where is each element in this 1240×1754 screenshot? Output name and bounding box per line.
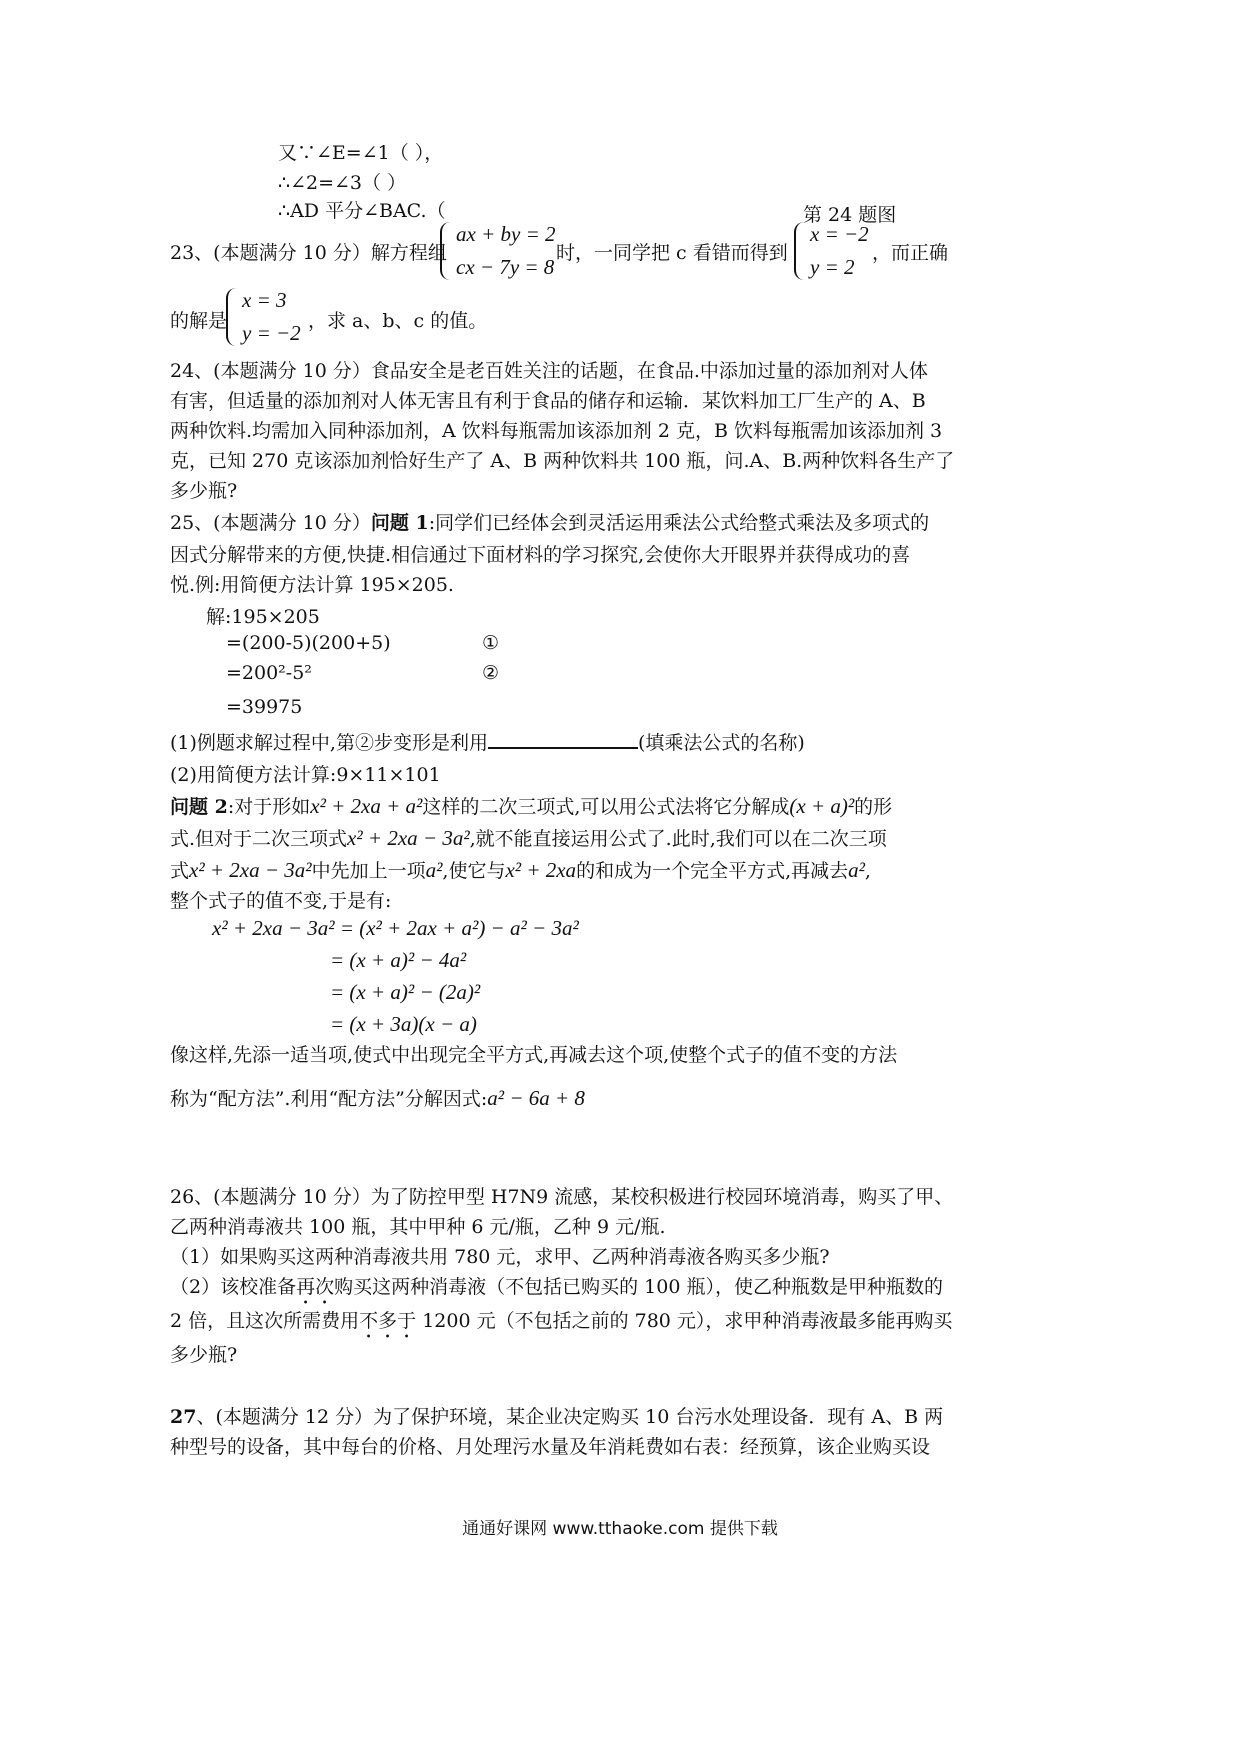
q25-line-3: 悦.例:用简便方法计算 195×205. [170, 574, 454, 596]
text: ,就不能直接运用公式了.此时,我们可以在二次三项 [469, 828, 887, 850]
text: ,使它与 [442, 860, 506, 882]
q24-line-5: 多少瓶? [170, 480, 238, 502]
step-marker-1: ① [482, 632, 500, 654]
math-expr: (x + a)² [789, 794, 855, 818]
text: 1200 元（不包括之前的 780 元），求甲种消毒液最多能再购买 [416, 1310, 953, 1332]
math-expr: x² + 2xa + a² [310, 794, 423, 818]
q26-line-4 [170, 1306, 952, 1343]
sub1-suffix: (填乘法公式的名称) [637, 732, 805, 754]
math-expr: a² [848, 858, 865, 882]
brace [226, 288, 240, 346]
text: 式.但对于二次三项式 [170, 828, 348, 850]
derivation-step-2: = (x + a)² − 4a² [330, 948, 467, 972]
q24-line-2: 有害，但适量的添加剂对人体无害且有利于食品的储存和运输．某饮料加工厂生产的 A、B [170, 390, 926, 412]
problem-2-line-1 [170, 792, 892, 819]
solution-step-3: =200²-5² [226, 662, 312, 684]
text: 的形 [854, 796, 893, 818]
sub1-prefix: (1)例题求解过程中,第②步变形是利用 [170, 732, 488, 754]
problem-2-line-2 [170, 824, 887, 851]
q22-reason-line-3: ∴AD 平分∠BAC.（ [278, 200, 446, 222]
q26-sub-1: （1）如果购买这两种消毒液共用 780 元，求甲、乙两种消毒液各购买多少瓶? [170, 1246, 830, 1268]
problem-2-line-3 [170, 856, 871, 883]
q23-eq1: ax + by = 2 [456, 222, 556, 246]
derivation-step-1: x² + 2xa − 3a² = (x² + 2ax + a²) − a² − 3a² [212, 916, 579, 940]
q26-sub-2 [170, 1272, 943, 1309]
q23-wrong-y: y = 2 [810, 255, 855, 279]
brace [440, 222, 454, 280]
brace [794, 222, 808, 280]
q25-line1-rest: :同学们已经体会到灵活运用乘法公式给整式乘法及多项式的 [428, 512, 930, 534]
derivation-step-3: = (x + a)² − (2a)² [330, 980, 481, 1004]
problem-1-label: 问题 1 [370, 512, 429, 534]
q23-wrong-solution [794, 222, 884, 280]
math-expr: x² + 2xa [505, 858, 577, 882]
q23-line2-suffix: ，求 a、b、c 的值。 [308, 310, 488, 332]
q25-line-1 [170, 508, 929, 535]
q25-line-2: 因式分解带来的方便,快捷.相信通过下面材料的学习探究,会使你大开眼界并获得成功的喜 [170, 544, 911, 566]
q22-reason-line-2: ∴∠2=∠3（ ） [278, 172, 407, 194]
q22-reason-line-1: 又∵∠E=∠1（ ）， [278, 142, 444, 164]
text: 式 [170, 860, 190, 882]
q23-line2-prefix: 的解是 [170, 310, 228, 332]
emphasized-text: 再次 [296, 1276, 335, 1298]
q26-line-2: 乙两种消毒液共 100 瓶，其中甲种 6 元/瓶，乙种 9 元/瓶. [170, 1216, 666, 1238]
problem-2-line-5: 像这样,先添一适当项,使式中出现完全平方式,再减去这个项,使整个式子的值不变的方法 [170, 1044, 898, 1066]
text: :对于形如 [227, 796, 311, 818]
q25-sub-question-1 [170, 728, 805, 755]
solution-step-4: =39975 [226, 696, 303, 718]
q23-suffix: ，而正确 [872, 242, 949, 264]
q25-head: 25、(本题满分 10 分） [170, 512, 371, 534]
q23-correct-solution [226, 288, 316, 346]
q24-line-4: 克，已知 270 克该添加剂恰好生产了 A、B 两种饮料共 100 瓶，问.A、B.两种饮料各生产了 [170, 450, 955, 472]
text: 这样的二次三项式,可以用公式法将它分解成 [422, 796, 790, 818]
text: 的和成为一个完全平方式,再减去 [576, 860, 849, 882]
q23-right-y: y = −2 [242, 321, 301, 345]
text: , [864, 860, 871, 882]
q25-sub-question-2: (2)用简便方法计算:9×11×101 [170, 764, 441, 786]
problem-2-line-4: 整个式子的值不变,于是有: [170, 890, 392, 912]
math-expr: x² + 2xa − 3a² [189, 858, 312, 882]
math-expr: a² [425, 858, 443, 882]
q27-line-2: 种型号的设备，其中每台的价格、月处理污水量及年消耗费如右表：经预算，该企业购买设 [170, 1436, 931, 1458]
q24-line-3: 两种饮料.均需加入同种添加剂，A 饮料每瓶需加该添加剂 2 克，B 饮料每瓶需加该添加剂 3 [170, 420, 943, 442]
q24-line-1: 24、(本题满分 10 分）食品安全是老百姓关注的话题，在食品.中添加过量的添加剂对人体 [170, 360, 928, 382]
text: 称为“配方法”.利用“配方法”分解因式: [170, 1088, 488, 1110]
question-number: 27 [170, 1406, 197, 1428]
q23-wrong-x: x = −2 [810, 222, 869, 246]
q23-middle-text: 时，一同学把 c 看错而得到 [556, 242, 788, 264]
math-expr: x² + 2xa − 3a² [347, 826, 470, 850]
derivation-step-4: = (x + 3a)(x − a) [330, 1012, 477, 1036]
figure-label: 第 24 题图 [803, 204, 897, 226]
text: 中先加上一项 [311, 860, 426, 882]
q23-equation-system [440, 222, 570, 280]
text: （2）该校准备 [170, 1276, 297, 1298]
q27-line-1 [170, 1402, 943, 1429]
text: 购买这两种消毒液（不包括已购买的 100 瓶），使乙种瓶数是甲种瓶数的 [334, 1276, 943, 1298]
step-marker-2: ② [482, 662, 500, 684]
footer: 通通好课网 www.tthaoke.com 提供下载 [462, 1519, 778, 1539]
emphasized-text: 不多于 [359, 1310, 417, 1332]
problem-2-line-6 [170, 1084, 585, 1111]
q23-eq2: cx − 7y = 8 [456, 255, 555, 279]
problem-2-label: 问题 2 [170, 796, 228, 818]
solution-step-2: =(200-5)(200+5) [226, 632, 391, 654]
text: 、(本题满分 12 分）为了保护环境，某企业决定购买 10 台污水处理设备．现有 A、B 两 [196, 1406, 944, 1428]
answer-blank[interactable] [488, 729, 638, 749]
q26-line-5: 多少瓶? [170, 1344, 238, 1366]
q23-prefix: 23、(本题满分 10 分）解方程组 [170, 242, 447, 264]
q23-right-x: x = 3 [242, 288, 287, 312]
text: 2 倍，且这次所需费用 [170, 1310, 360, 1332]
math-expr: a² − 6a + 8 [487, 1086, 585, 1110]
solution-step-1: 解:195×205 [206, 606, 320, 628]
q26-line-1: 26、(本题满分 10 分）为了防控甲型 H7N9 流感，某校积极进行校园环境消毒，购买了甲、 [170, 1186, 954, 1208]
